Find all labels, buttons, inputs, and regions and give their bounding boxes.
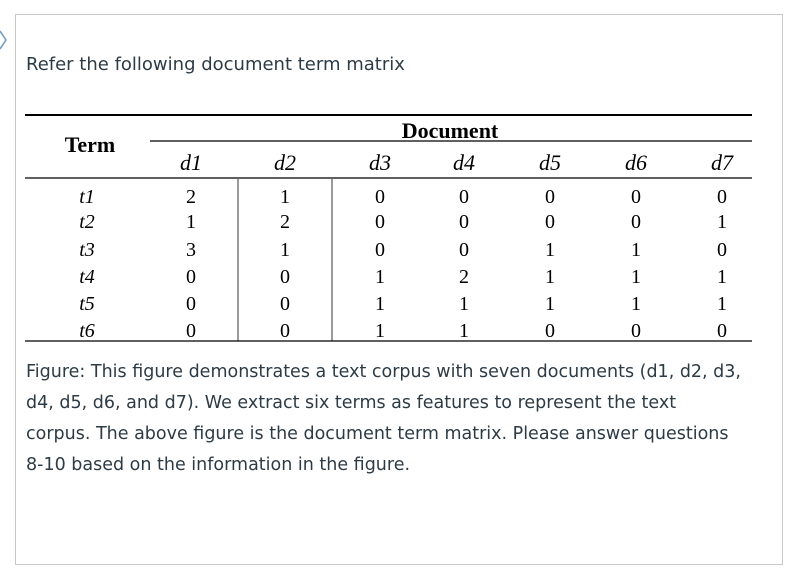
cell-t4-d1: 0 [186,266,196,288]
term-label-t6: t6 [79,320,95,342]
cell-t2-d5: 0 [545,211,555,233]
term-label-t1: t1 [79,186,95,208]
column-header-d2: d2 [274,150,296,175]
cell-t6-d2: 0 [280,320,290,342]
cell-t2-d3: 0 [375,211,385,233]
cell-t1-d1: 2 [186,186,196,208]
group-header: Document [401,118,499,143]
cell-t5-d5: 1 [545,293,555,315]
term-label-t4: t4 [79,266,95,288]
cell-t3-d4: 0 [459,239,469,261]
cell-t3-d7: 0 [717,239,727,261]
cell-t6-d7: 0 [717,320,727,342]
cell-t1-d7: 0 [717,186,727,208]
cell-t2-d2: 2 [280,211,290,233]
cell-t5-d6: 1 [631,293,641,315]
column-header-d1: d1 [180,150,202,175]
cell-t4-d5: 1 [545,266,555,288]
column-headers [180,150,734,175]
term-labels [79,186,95,342]
cell-t6-d6: 0 [631,320,641,342]
column-header-d5: d5 [539,150,561,175]
cell-t1-d6: 0 [631,186,641,208]
cell-t5-d7: 1 [717,293,727,315]
cell-t3-d5: 1 [545,239,555,261]
value-cells [186,186,727,342]
row-header: Term [64,132,116,157]
cell-t6-d4: 1 [459,320,469,342]
column-header-d7: d7 [711,150,733,175]
cell-t4-d7: 1 [717,266,727,288]
column-header-d4: d4 [453,150,475,175]
cell-t6-d1: 0 [186,320,196,342]
cell-t2-d1: 1 [186,211,196,233]
cell-t6-d3: 1 [375,320,385,342]
term-label-t2: t2 [79,211,95,233]
cell-t3-d3: 0 [375,239,385,261]
term-label-t3: t3 [79,239,95,261]
cell-t1-d5: 0 [545,186,555,208]
term-label-t5: t5 [79,293,95,315]
cell-t2-d4: 0 [459,211,469,233]
document-term-matrix [25,97,752,343]
column-header-d6: d6 [625,150,647,175]
cell-t4-d4: 2 [459,266,469,288]
column-header-d3: d3 [369,150,391,175]
cell-t5-d3: 1 [375,293,385,315]
cell-t1-d3: 0 [375,186,385,208]
cell-t3-d2: 1 [280,239,290,261]
cell-t4-d6: 1 [631,266,641,288]
cell-t3-d6: 1 [631,239,641,261]
cell-t2-d7: 1 [717,211,727,233]
cell-t5-d1: 0 [186,293,196,315]
chevron-right-icon[interactable] [0,28,8,52]
cell-t1-d2: 1 [280,186,290,208]
question-intro: Refer the following document term matrix [26,54,405,75]
cell-t4-d2: 0 [280,266,290,288]
figure-caption: Figure: This figure demonstrates a text corpus with seven documents (d1, d2, d3, d4, d5, d6, and d7). We extract six terms as features to represent the text corpus. The above figure is the document term matrix. Please answer questions 8-10 based on the information in the figure. [26,362,741,475]
cell-t4-d3: 1 [375,266,385,288]
cell-t2-d6: 0 [631,211,641,233]
cell-t5-d4: 1 [459,293,469,315]
cell-t1-d4: 0 [459,186,469,208]
cell-t6-d5: 0 [545,320,555,342]
cell-t3-d1: 3 [186,239,196,261]
cell-t5-d2: 0 [280,293,290,315]
